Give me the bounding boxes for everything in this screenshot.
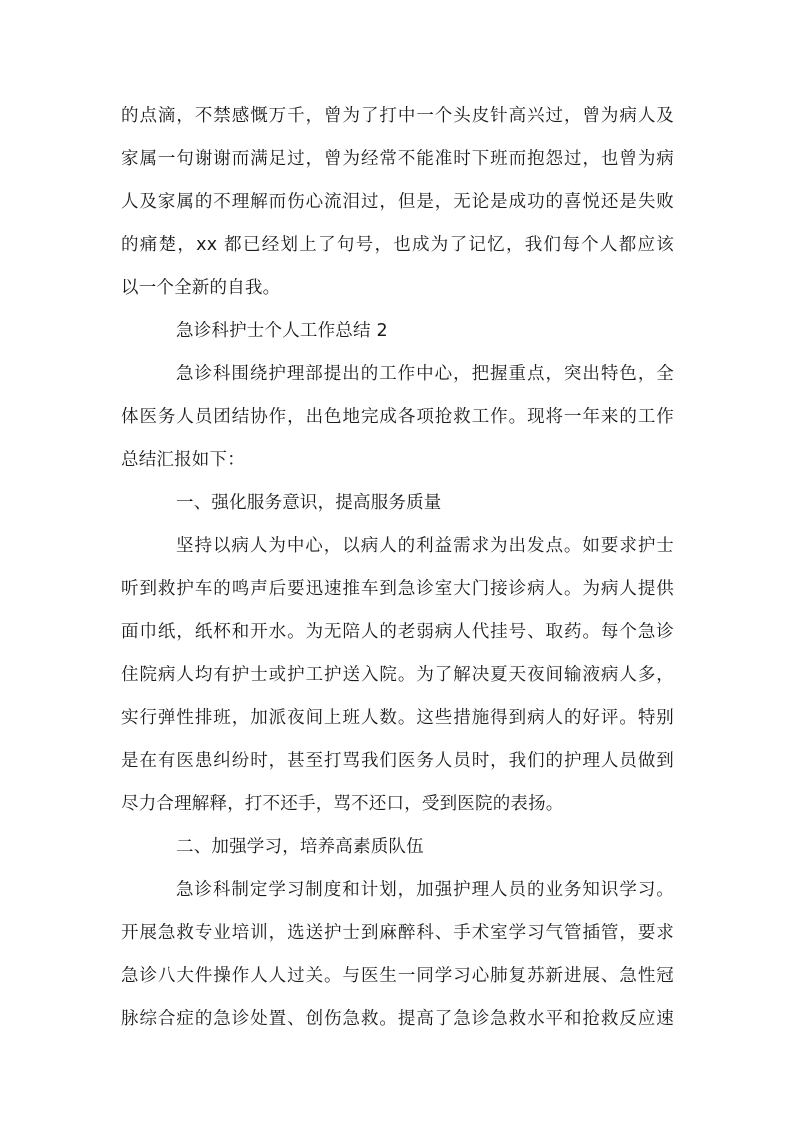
section-heading: 二、加强学习，培养高素质队伍 [176,837,424,857]
paragraph-line: 尽力合理解释，打不还手，骂不还口，受到医院的表扬。 [121,794,564,814]
paragraph-line: 人及家属的不理解而伤心流泪过，但是，无论是成功的喜悦还是失败 [121,192,674,212]
paragraph-line: 开展急救专业培训，选送护士到麻醉科、手术室学习气管插管，要求 [121,923,674,943]
paragraph-line: 脉综合症的急诊处置、创伤急救。提高了急诊急救水平和抢救反应速 [121,1009,674,1029]
paragraph-line: 以一个全新的自我。 [121,278,281,298]
paragraph-line: 实行弹性排班，加派夜间上班人数。这些措施得到病人的好评。特别 [121,708,674,728]
section-title: 急诊科护士个人工作总结 2 [176,321,388,341]
paragraph-line: 急诊科围绕护理部提出的工作中心，把握重点，突出特色，全 [176,364,674,384]
paragraph-line: 的点滴，不禁感慨万千，曾为了打中一个头皮针高兴过，曾为病人及 [121,106,674,126]
paragraph-line: 是在有医患纠纷时，甚至打骂我们医务人员时，我们的护理人员做到 [121,751,674,771]
paragraph-line: 听到救护车的鸣声后要迅速推车到急诊室大门接诊病人。为病人提供 [121,579,674,599]
paragraph-line: 面巾纸，纸杯和开水。为无陪人的老弱病人代挂号、取药。每个急诊 [121,622,674,642]
paragraph-line: 坚持以病人为中心，以病人的利益需求为出发点。如要求护士 [176,536,674,556]
paragraph-line: 家属一句谢谢而满足过，曾为经常不能准时下班而抱怨过，也曾为病 [121,149,674,169]
paragraph-line: 的痛楚，xx 都已经划上了句号，也成为了记忆，我们每个人都应该 [121,235,674,255]
paragraph-line: 体医务人员团结协作，出色地完成各项抢救工作。现将一年来的工作 [121,407,674,427]
paragraph-line: 急诊科制定学习制度和计划，加强护理人员的业务知识学习。 [176,880,674,900]
paragraph-line: 总结汇报如下： [121,450,245,470]
paragraph-line: 住院病人均有护士或护工护送入院。为了解决夏天夜间输液病人多， [121,665,674,685]
section-heading: 一、强化服务意识，提高服务质量 [176,493,442,513]
paragraph-line: 急诊八大件操作人人过关。与医生一同学习心肺复苏新进展、急性冠 [121,966,674,986]
